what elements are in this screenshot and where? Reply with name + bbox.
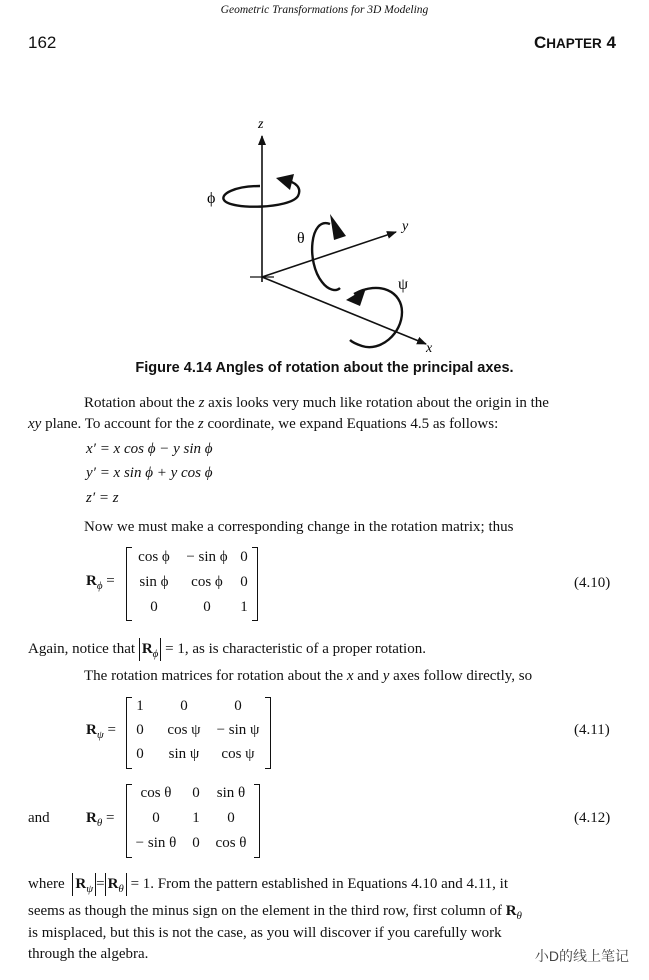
running-head: Geometric Transformations for 3D Modeling — [220, 4, 429, 16]
chapter-heading: CHAPTER 4 — [534, 33, 616, 52]
m411-r3c1: 0 — [136, 746, 144, 762]
m410-r1c3: 0 — [240, 549, 248, 565]
y-axis — [262, 232, 396, 277]
x-axis-label: x — [426, 341, 433, 356]
m410-r1c2: − sin ϕ — [186, 549, 228, 565]
z-axis-label: z — [258, 117, 264, 132]
phi-label: ϕ — [207, 190, 216, 207]
m411-r1c3: 0 — [234, 698, 242, 714]
m410-r2c3: 0 — [240, 574, 248, 590]
m411-r2c1: 0 — [136, 722, 144, 738]
matrix-4-10-right-bracket — [252, 547, 258, 621]
m412-r3c3: cos θ — [215, 835, 247, 851]
psi-label: ψ — [398, 276, 409, 293]
m411-r1c2: 0 — [180, 698, 188, 714]
m410-r1c1: cos ϕ — [138, 549, 170, 565]
paragraph-1: Rotation about the z axis looks very much like rotation about the origin in the xy plane. To account for the z coordinate, we expand Equations 4.5 as follows: — [28, 395, 549, 432]
equation-number-4-12: (4.12) — [574, 810, 611, 826]
equation-x-prime: x′ = x cos ϕ − y sin ϕ — [86, 441, 213, 457]
m411-r3c3: cos ψ — [221, 746, 255, 762]
matrix-4-12-lhs: $R_\theta$ = — [86, 810, 115, 829]
m411-r2c2: cos ψ — [167, 722, 201, 738]
paragraph-3: Again, notice that $R_\phi = 1$, as is characteristic of a proper rotation. — [28, 638, 426, 661]
m412-r2c3: 0 — [227, 810, 235, 826]
watermark: 小D的线上笔记 — [534, 948, 629, 964]
figure-caption: Figure 4.14 Angles of rotation about the principal axes. — [135, 360, 514, 376]
matrix-4-12-right-bracket — [254, 784, 260, 858]
paragraph-5: where $R_\psi = R_\theta = 1$. From the pattern established in Equations 4.10 and 4.11, it seems as though the minus sign on the element in the third row, first column of $R_\theta$ is misplaced, but this is not the case, as you will discover if you carefully work through the algebra. — [28, 873, 618, 965]
paragraph-2: Now we must make a corresponding change in the rotation matrix; thus — [84, 519, 514, 535]
m412-r1c3: sin θ — [216, 785, 246, 801]
page-number: 162 — [28, 33, 57, 52]
m412-r1c1: cos θ — [140, 785, 172, 801]
and-label: and — [28, 810, 50, 826]
theta-label: θ — [297, 230, 305, 247]
matrix-4-11-lhs: $R_\psi$ = — [86, 722, 116, 741]
m411-r1c1: 1 — [136, 698, 144, 714]
m410-r3c1: 0 — [150, 599, 158, 615]
m412-r3c1: − sin θ — [135, 835, 177, 851]
m410-r2c1: sin ϕ — [139, 574, 169, 590]
equation-z-prime: z′ = z — [86, 490, 119, 506]
paragraph-4: The rotation matrices for rotation about the x and y axes follow directly, so — [84, 668, 533, 684]
equation-y-prime: y′ = x sin ϕ + y cos ϕ — [86, 465, 213, 481]
m412-r2c2: 1 — [192, 810, 200, 826]
m410-r3c3: 1 — [240, 599, 248, 615]
m411-r2c3: − sin ψ — [216, 722, 260, 738]
equation-number-4-10: (4.10) — [574, 575, 611, 591]
matrix-4-10-lhs: $R_\phi$ = — [86, 573, 115, 592]
m411-r3c2: sin ψ — [168, 746, 200, 762]
m412-r3c2: 0 — [192, 835, 200, 851]
y-axis-label: y — [402, 219, 409, 234]
m410-r3c2: 0 — [203, 599, 211, 615]
m412-r1c2: 0 — [192, 785, 200, 801]
rotation-axes-figure — [190, 112, 450, 360]
m410-r2c2: cos ϕ — [191, 574, 223, 590]
m412-r2c1: 0 — [152, 810, 160, 826]
equation-number-4-11: (4.11) — [574, 722, 610, 738]
